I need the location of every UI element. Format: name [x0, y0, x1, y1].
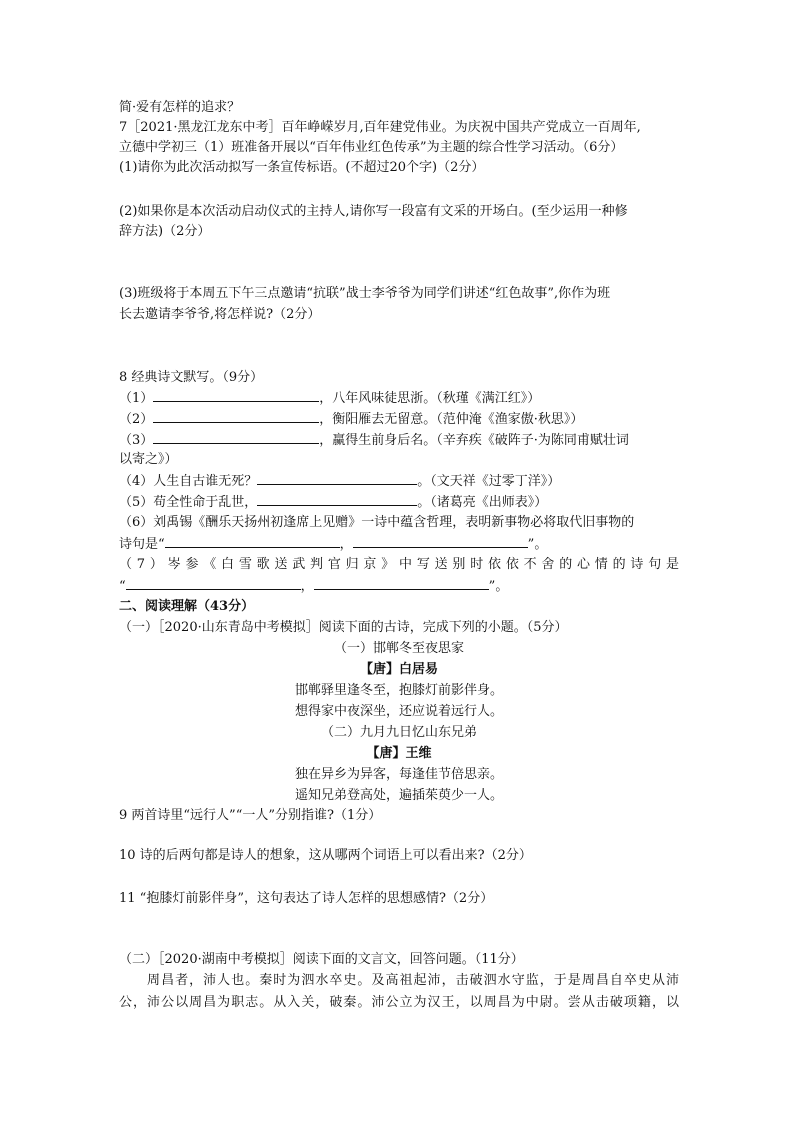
item-number: （3） [119, 433, 154, 448]
answer-blank[interactable] [153, 430, 319, 444]
answer-blank[interactable] [314, 576, 489, 590]
text-line: 立德中学初三（1）班准备开展以“百年伟业红色传承”为主题的综合性学习活动。（6分） [119, 140, 624, 155]
answer-blank[interactable] [257, 492, 417, 506]
question-8-6: （6）刘禹锡《酬乐天扬州初逢席上见赠》一诗中蕴含哲理，表明新事物必将取代旧事物的 [119, 515, 635, 530]
item-text: （4）人生自古谁无死？ [119, 474, 258, 489]
item-number: （1） [119, 391, 154, 406]
item-text: 诗句是“ [119, 537, 165, 552]
question-7-1: (1)请你为此次活动拟写一条宣传标语。(不超过20个字)（2分） [119, 160, 485, 175]
question-8-7: （7）岑参《白雪歌送武判官归京》中写送别时依依不舍的心情的诗句是 [119, 557, 679, 572]
section-intro: （二）［2020·湖南中考模拟］阅读下面的文言文，回答问题。（11分） [119, 952, 524, 967]
text-line [119, 534, 547, 554]
question-7-2: (2)如果你是本次活动启动仪式的主持人,请你写一段富有文采的开场白。(至少运用一种修 [119, 204, 628, 219]
answer-blank[interactable] [153, 409, 319, 423]
item-text: 。（诸葛亮《出师表》） [417, 495, 548, 510]
question-7-3: (3)班级将于本周五下午三点邀请“抗联”战士李爷爷为同学们讲述“红色故事”,你作为班 [119, 286, 611, 301]
answer-blank[interactable] [353, 534, 528, 548]
poem-title: （一）邯郸冬至夜思家 [333, 641, 464, 656]
poem-title: （二）九月九日忆山东兄弟 [320, 725, 477, 740]
item-text: ，衡阳雁去无留意。（范仲淹《渔家傲·秋思》） [319, 412, 584, 427]
question-8-3 [119, 430, 629, 450]
text-line: 以寄之》） [119, 452, 178, 467]
item-text: ，赢得生前身后名。（辛弃疾《破阵子·为陈同甫赋壮词 [319, 433, 629, 448]
question-10: 10 诗的后两句都是诗人的想象，这从哪两个词语上可以看出来?（2分） [119, 848, 532, 863]
text-line: 长去邀请李爷爷,将怎样说?（2分） [119, 307, 321, 322]
item-text: ， [339, 537, 353, 552]
text-line [119, 576, 508, 596]
section-heading: 二、阅读理解（43分） [119, 599, 255, 614]
answer-blank[interactable] [257, 471, 417, 485]
question-7-stem: 7［2021·黑龙江龙东中考］百年峥嵘岁月,百年建党伟业。为庆祝中国共产党成立一百周年, [119, 120, 641, 135]
item-text: ， [300, 579, 314, 594]
passage-line: 公，沛公以周昌为职志。从入关，破秦。沛公立为汉王，以周昌为中尉。尝从击破项籍，以 [119, 995, 679, 1010]
poem-line: 遥知兄弟登高处，遍插茱萸少一人。 [294, 788, 503, 803]
text-line: 简·爱有怎样的追求？ [119, 100, 241, 115]
question-11: 11 “抱膝灯前影伴身”，这句表达了诗人怎样的思想感情?（2分） [119, 891, 494, 906]
question-8-2 [119, 409, 583, 429]
text-line: 辞方法)（2分） [119, 224, 211, 239]
question-9: 9 两首诗里“远行人”“一人”分别指谁?（1分） [119, 808, 382, 823]
poem-line: 想得家中夜深坐，还应说着远行人。 [294, 704, 503, 719]
passage-line: 周昌者，沛人也。秦时为泗水卒史。及高祖起沛，击破泗水守监，于是周昌自卒史从沛 [119, 973, 679, 988]
answer-blank[interactable] [153, 388, 319, 402]
answer-blank[interactable] [165, 534, 340, 548]
item-text: ”。 [527, 537, 548, 552]
item-text: ，八年风味徒思浙。（秋瑾《满江红》） [319, 391, 541, 406]
question-8-5 [119, 492, 547, 512]
poem-author: 【唐】白居易 [359, 662, 438, 677]
item-text: 。（文天祥《过零丁洋》） [417, 474, 561, 489]
item-number: （2） [119, 412, 154, 427]
question-8-1 [119, 388, 540, 408]
item-text: （5）苟全性命于乱世， [119, 495, 258, 510]
question-8-4 [119, 471, 560, 491]
section-intro: （一）［2020·山东青岛中考模拟］阅读下面的古诗，完成下列的小题。（5分） [119, 620, 568, 635]
poem-line: 独在异乡为异客，每逢佳节倍思亲。 [294, 767, 503, 782]
poem-author: 【唐】王维 [366, 746, 432, 761]
answer-blank[interactable] [126, 576, 301, 590]
item-text: ”。 [488, 579, 509, 594]
question-8-stem: 8 经典诗文默写。（9分） [119, 370, 264, 385]
poem-line: 邯郸驿里逢冬至，抱膝灯前影伴身。 [294, 683, 503, 698]
item-text: “ [119, 579, 126, 594]
